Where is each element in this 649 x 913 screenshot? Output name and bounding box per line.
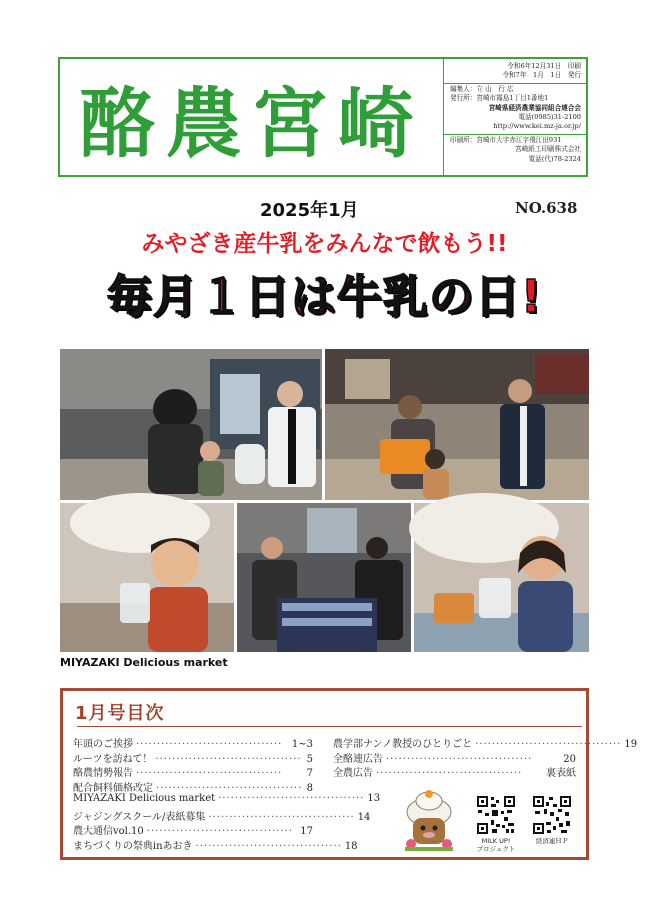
- qr-label-milk-up: MILK UP! プロジェクト: [476, 837, 516, 853]
- publisher-phone: 電話(0985)31-2100: [518, 113, 581, 122]
- photo-caption: MIYAZAKI Delicious market: [60, 656, 228, 669]
- photo-boy-with-cup: [60, 503, 234, 652]
- printer-address: 印刷所：宮崎市大字赤江字飛江田931: [450, 135, 562, 144]
- photo-milk-handout-station: [60, 349, 322, 500]
- qr-label-keizairen-hp: 経済連ＨＰ: [535, 837, 569, 845]
- printer-name: 宮崎紙工印刷株式会社: [515, 145, 581, 154]
- newsletter-title: 酪農宮崎: [79, 78, 424, 168]
- photo-girl-with-cup: [414, 503, 589, 652]
- toc-entry: 全農広告 ··································· 裏表紙: [333, 768, 576, 779]
- title-box: [60, 59, 443, 175]
- editor: 編集人：立 山 行 広: [450, 84, 514, 93]
- photo-outdoor-handout: [325, 349, 589, 500]
- issue-date: 2025年1月: [260, 200, 359, 221]
- subheading: みやざき産牛乳をみんなで飲もう!!: [141, 231, 508, 257]
- headline: 毎月１日は牛乳の日!: [106, 270, 543, 323]
- toc-entry: 農学部ナンノ教授のひとりごと ··································· 19: [333, 739, 638, 750]
- publisher-url: http://www.kei.mz-ja.or.jp/: [493, 122, 581, 131]
- printer-phone: 電話(代)78-2324: [528, 154, 581, 163]
- qr-code-keizairen-hp-icon[interactable]: [532, 795, 572, 835]
- toc-title: 1月号目次: [75, 703, 165, 724]
- toc-divider: [77, 726, 582, 727]
- toc-entry: 酪農情勢報告 ··································· 7: [73, 768, 313, 779]
- table-of-contents: [60, 688, 638, 860]
- publisher-name: 宮崎県経済農業協同組合連合会: [488, 103, 581, 112]
- toc-entry: 農大通信vol.10 ··································· 17: [73, 826, 313, 837]
- publish-date: 令和7年 1月 1日 発行: [502, 71, 581, 80]
- publisher-address: 発行所：宮崎市霧島1丁目1番地1: [450, 94, 549, 103]
- toc-entry: 年頭のご挨拶 ··································· 1~3: [73, 739, 313, 750]
- qr-code-milk-up-icon[interactable]: [476, 795, 516, 835]
- mascot-illustration: [399, 790, 459, 852]
- masthead: [58, 57, 588, 177]
- toc-entry: 配合飼料価格改定 ··································· 8: [73, 782, 313, 794]
- issue-number: NO.638: [515, 199, 578, 217]
- toc-entry: MIYAZAKI Delicious market ··································· 13: [73, 793, 381, 804]
- publication-info: [443, 59, 587, 175]
- photo-milk-cartons: [237, 503, 411, 652]
- toc-entry: ルーツを訪ねて！ ··································· 5: [73, 753, 313, 765]
- toc-entry: 全酪連広告 ··································· 20: [333, 753, 576, 765]
- toc-entry: ジャジングスクール/表紙募集 ··································· 14: [73, 811, 371, 823]
- toc-entry: まちづくりの祭典inあおき ··································· 18: [73, 840, 358, 852]
- print-date: 令和6年12月31日 印刷: [507, 62, 581, 70]
